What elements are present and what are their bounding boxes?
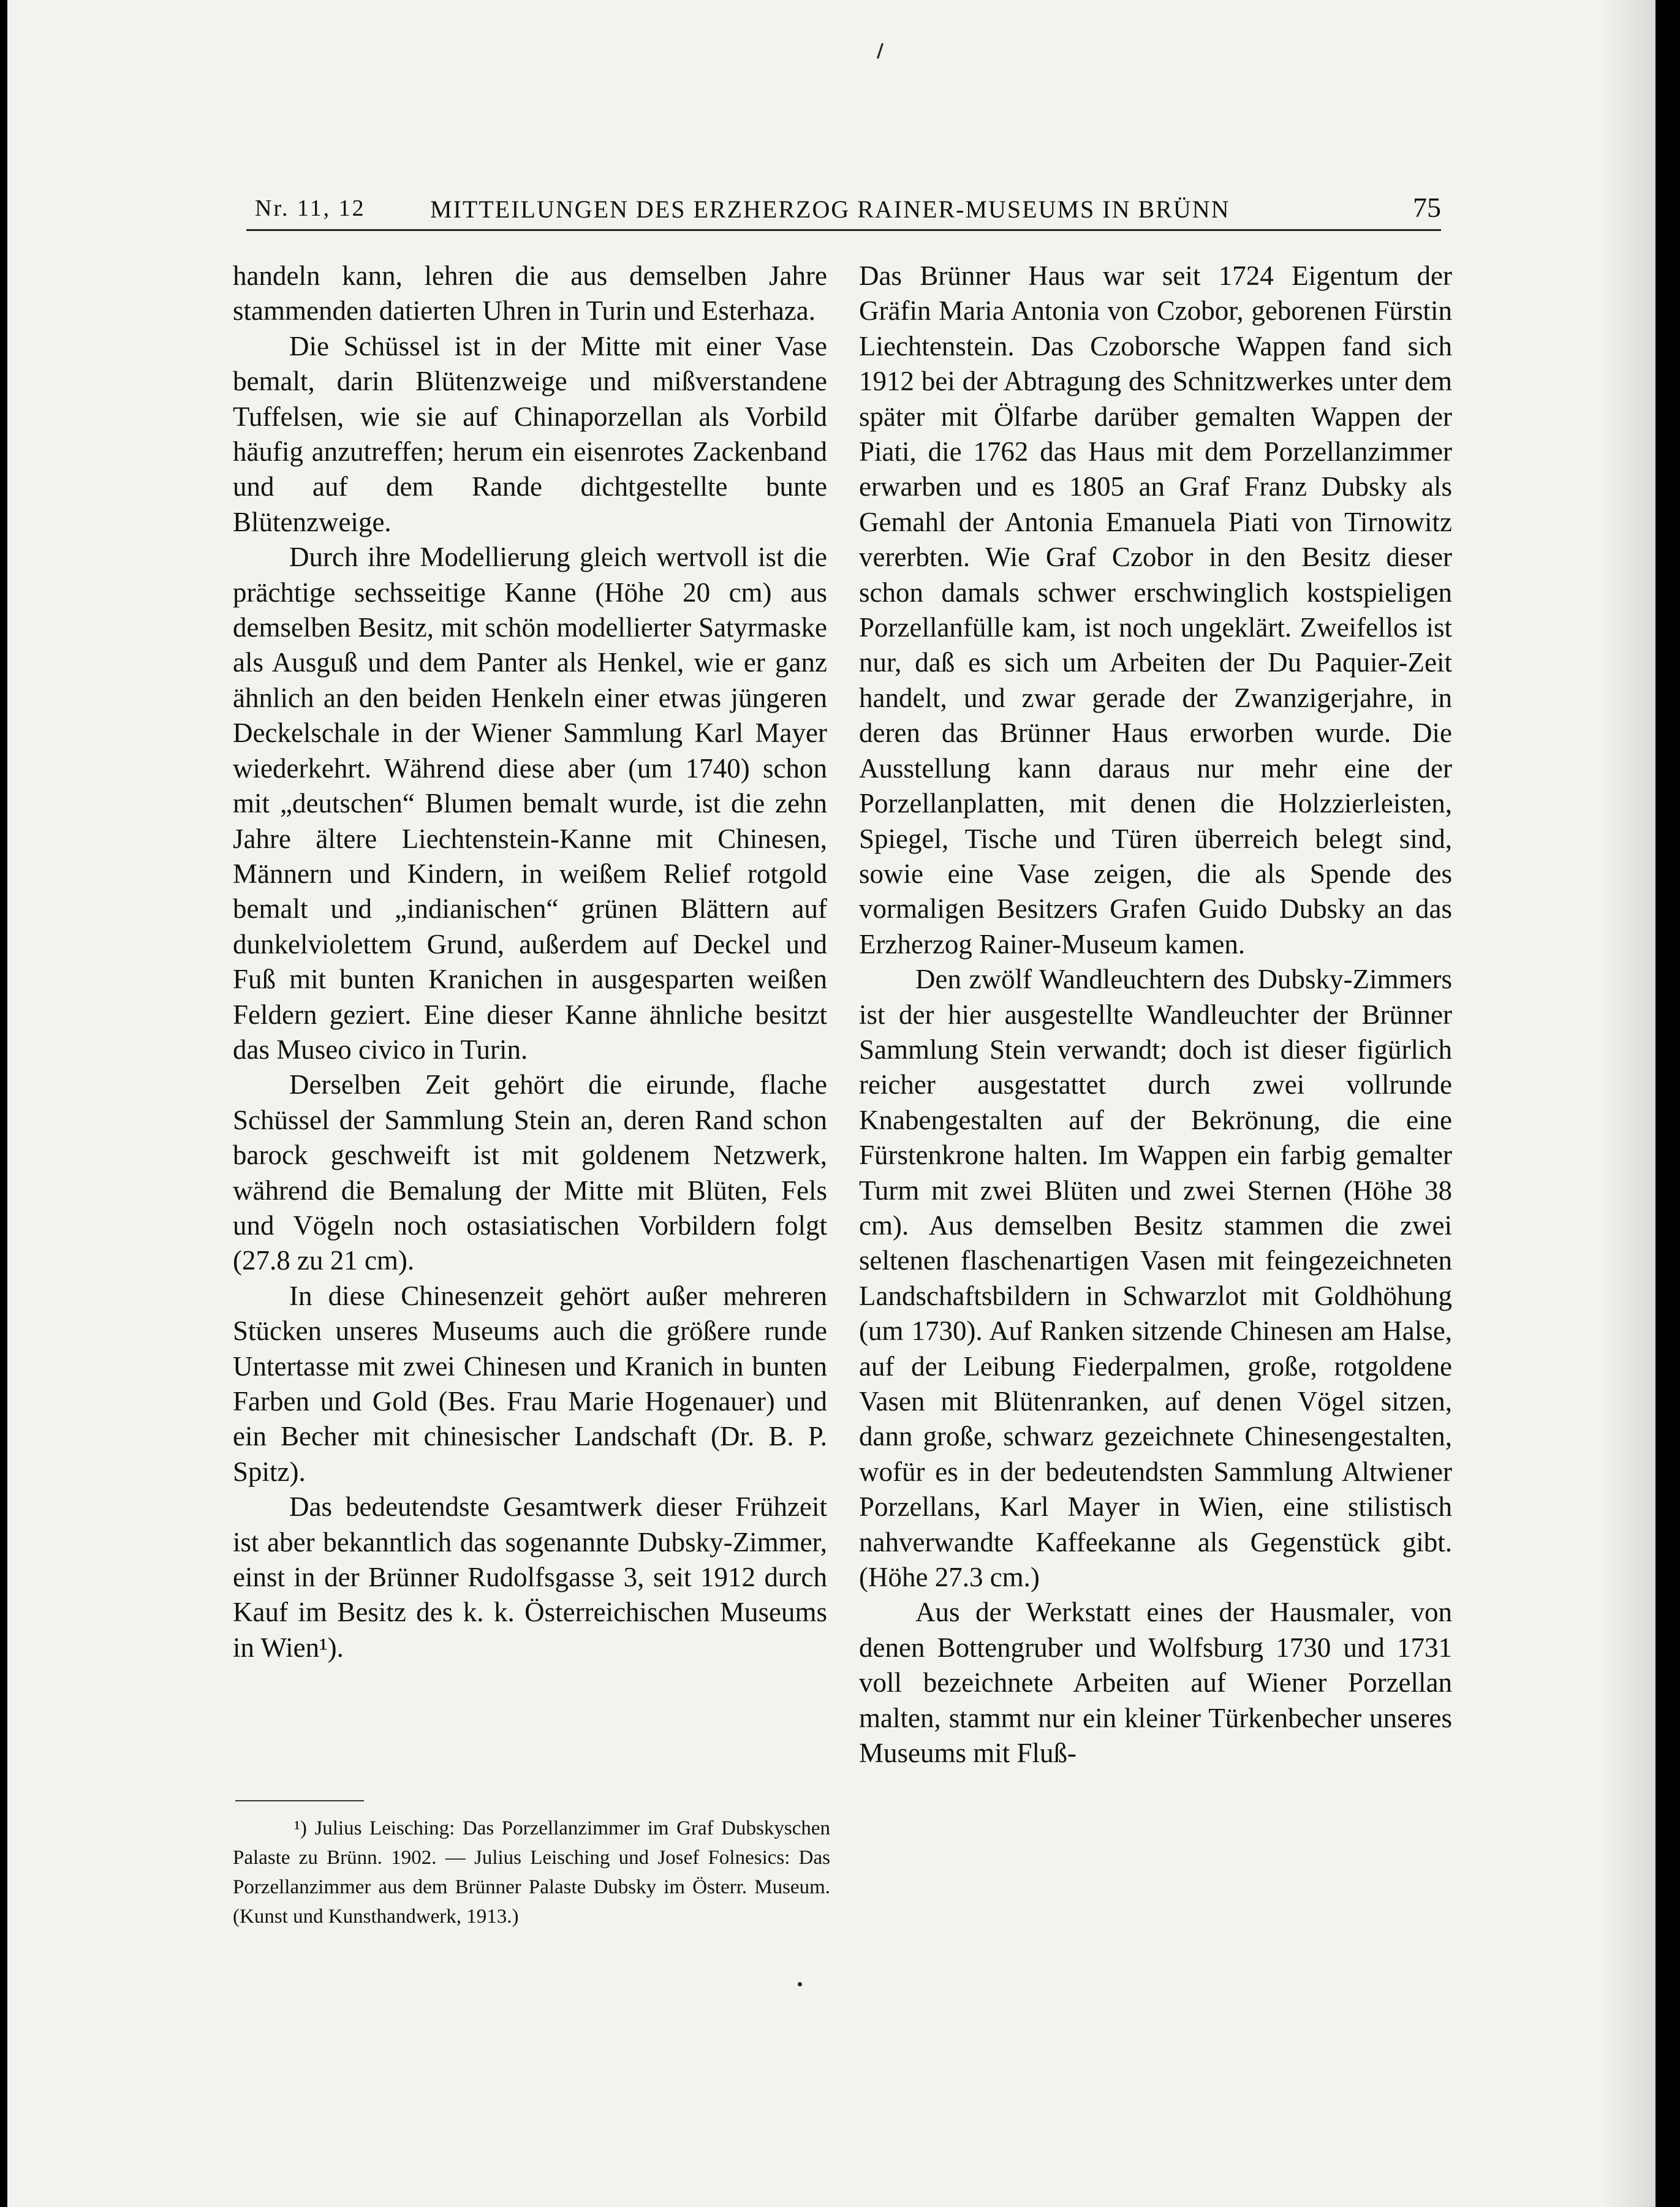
footnote: ¹) Julius Leisching: Das Porzellanzimmer im Graf Dubskyschen Palaste zu Brünn. 1902. — Julius Leisching und Josef Folnesics: Das Porzellanzimmer aus dem Brünner Palaste Dubsky im Österr. Museum. (Kunst und Kunsthandwerk, 1913.) [233,1817,830,1928]
paragraph: Die Schüssel ist in der Mitte mit einer Vase bemalt, darin Blütenzweige und mißverstandene Tuffelsen, wie sie auf Chinaporzellan als Vorbild häufig anzutreffen; herum ein eisenrotes Zackenband und auf dem Rande dichtgestellte bunte Blütenzweige. [233,330,827,537]
paragraph: Derselben Zeit gehört die eirunde, flache Schüssel der Sammlung Stein an, deren Rand schon barock geschweift ist mit goldenem Netzwerk, während die Bemalung der Mitte mit Blüten, Fels und Vögeln noch ostasiatischen Vorbildern folgt (27.8 zu 21 cm). [233,1069,827,1276]
footnotes [233,1814,830,1931]
ink-dot [798,1982,802,1986]
issue-number: Nr. 11, 12 [255,195,366,221]
page-number: 75 [1413,192,1441,223]
paragraph: Den zwölf Wandleuchtern des Dubsky-Zimmers ist der hier ausgestellte Wandleuchter der Brünner Sammlung Stein verwandt; doch ist dieser figürlich reicher ausgestattet durch zwei vollrunde Knabengestalten auf der Bekrönung, die eine Fürstenkrone halten. Im Wappen ein farbig gemalter Turm mit zwei Blüten und zwei Sternen (Höhe 38 cm). Aus demselben Besitz stammen die zwei seltenen flaschenartigen Vasen mit feingezeichneten Landschaftsbildern in Schwarzlot mit Goldhöhung (um 1730). Auf Ranken sitzende Chinesen am Halse, auf der Leibung Fiederpalmen, große, rotgoldene Vasen mit Blütenranken, auf denen Vögel sitzen, dann große, schwarz gezeichnete Chinesengestalten, wofür es in der bedeutendsten Sammlung Altwiener Porzellans, Karl Mayer in Wien, eine stilistisch nahverwandte Kaffeekanne als Gegenstück gibt. (Höhe 27.3 cm.) [859,964,1452,1593]
page-scan [7,0,1655,2207]
paragraph: handeln kann, lehren die aus demselben Jahre stammenden datierten Uhren in Turin und Esterhaza. [233,260,827,327]
ink-speck [877,43,884,59]
header-rule [246,229,1441,231]
right-column [859,259,1452,1771]
paragraph: In diese Chinesenzeit gehört außer mehreren Stücken unseres Museums auch die größere runde Untertasse mit zwei Chinesen und Kranich in bunten Farben und Gold (Bes. Frau Marie Hogenauer) und ein Becher mit chinesischer Landschaft (Dr. B. P. Spitz). [233,1280,827,1487]
paragraph: Aus der Werkstatt eines der Hausmaler, von denen Bottengruber und Wolfsburg 1730 und 1731 voll bezeichnete Arbeiten auf Wiener Porzellan malten, stammt nur ein kleiner Türkenbecher unseres Museums mit Fluß- [859,1597,1452,1769]
page-edge-shadow [1600,0,1655,2207]
running-header [246,192,1441,232]
paragraph: Das bedeutendste Gesamtwerk dieser Frühzeit ist aber bekanntlich das sogenannte Dubsky-Zimmer, einst in der Brünner Rudolfsgasse 3, seit 1912 durch Kauf im Besitz des k. k. Österreichischen Museums in Wien¹). [233,1491,827,1663]
left-column [233,259,827,1665]
footnote-rule [235,1800,364,1801]
paragraph: Das Brünner Haus war seit 1724 Eigentum der Gräfin Maria Antonia von Czobor, geborenen Fürstin Liechtenstein. Das Czoborsche Wappen fand sich 1912 bei der Abtragung des Schnitzwerkes unter dem später mit Ölfarbe darüber gemalten Wappen der Piati, die 1762 das Haus mit dem Porzellanzimmer erwarben und es 1805 an Graf Franz Dubsky als Gemahl der Antonia Emanuela Piati von Tirnowitz vererbten. Wie Graf Czobor in den Besitz dieser schon damals schwer erschwinglich kostspieligen Porzellanfülle kam, ist noch ungeklärt. Zweifellos ist nur, daß es sich um Arbeiten der Du Paquier-Zeit handelt, und zwar gerade der Zwanzigerjahre, in deren das Brünner Haus erworben wurde. Die Ausstellung kann daraus nur mehr eine der Porzellanplatten, mit denen die Holzzierleisten, Spiegel, Tische und Türen überreich belegt sind, sowie eine Vase zeigen, die als Spende des vormaligen Besitzers Grafen Guido Dubsky an das Erzherzog Rainer-Museum kamen. [859,260,1452,960]
journal-title: MITTEILUNGEN DES ERZHERZOG RAINER-MUSEUMS IN BRÜNN [430,195,1230,223]
paragraph: Durch ihre Modellierung gleich wertvoll ist die prächtige sechsseitige Kanne (Höhe 20 cm) aus demselben Besitz, mit schön modellierter Satyrmaske als Ausguß und dem Panter als Henkel, wie er ganz ähnlich an den beiden Henkeln einer etwas jüngeren Deckelschale in der Wiener Sammlung Karl Mayer wiederkehrt. Während diese aber (um 1740) schon mit „deutschen“ Blumen bemalt wurde, ist die zehn Jahre ältere Liechtenstein-Kanne mit Chinesen, Männern und Kindern, in weißem Relief rotgold bemalt und „indianischen“ grünen Blättern auf dunkelviolettem Grund, außerdem auf Deckel und Fuß mit bunten Kranichen in ausgesparten weißen Feldern geziert. Eine dieser Kanne ähnliche besitzt das Museo civico in Turin. [233,542,827,1065]
